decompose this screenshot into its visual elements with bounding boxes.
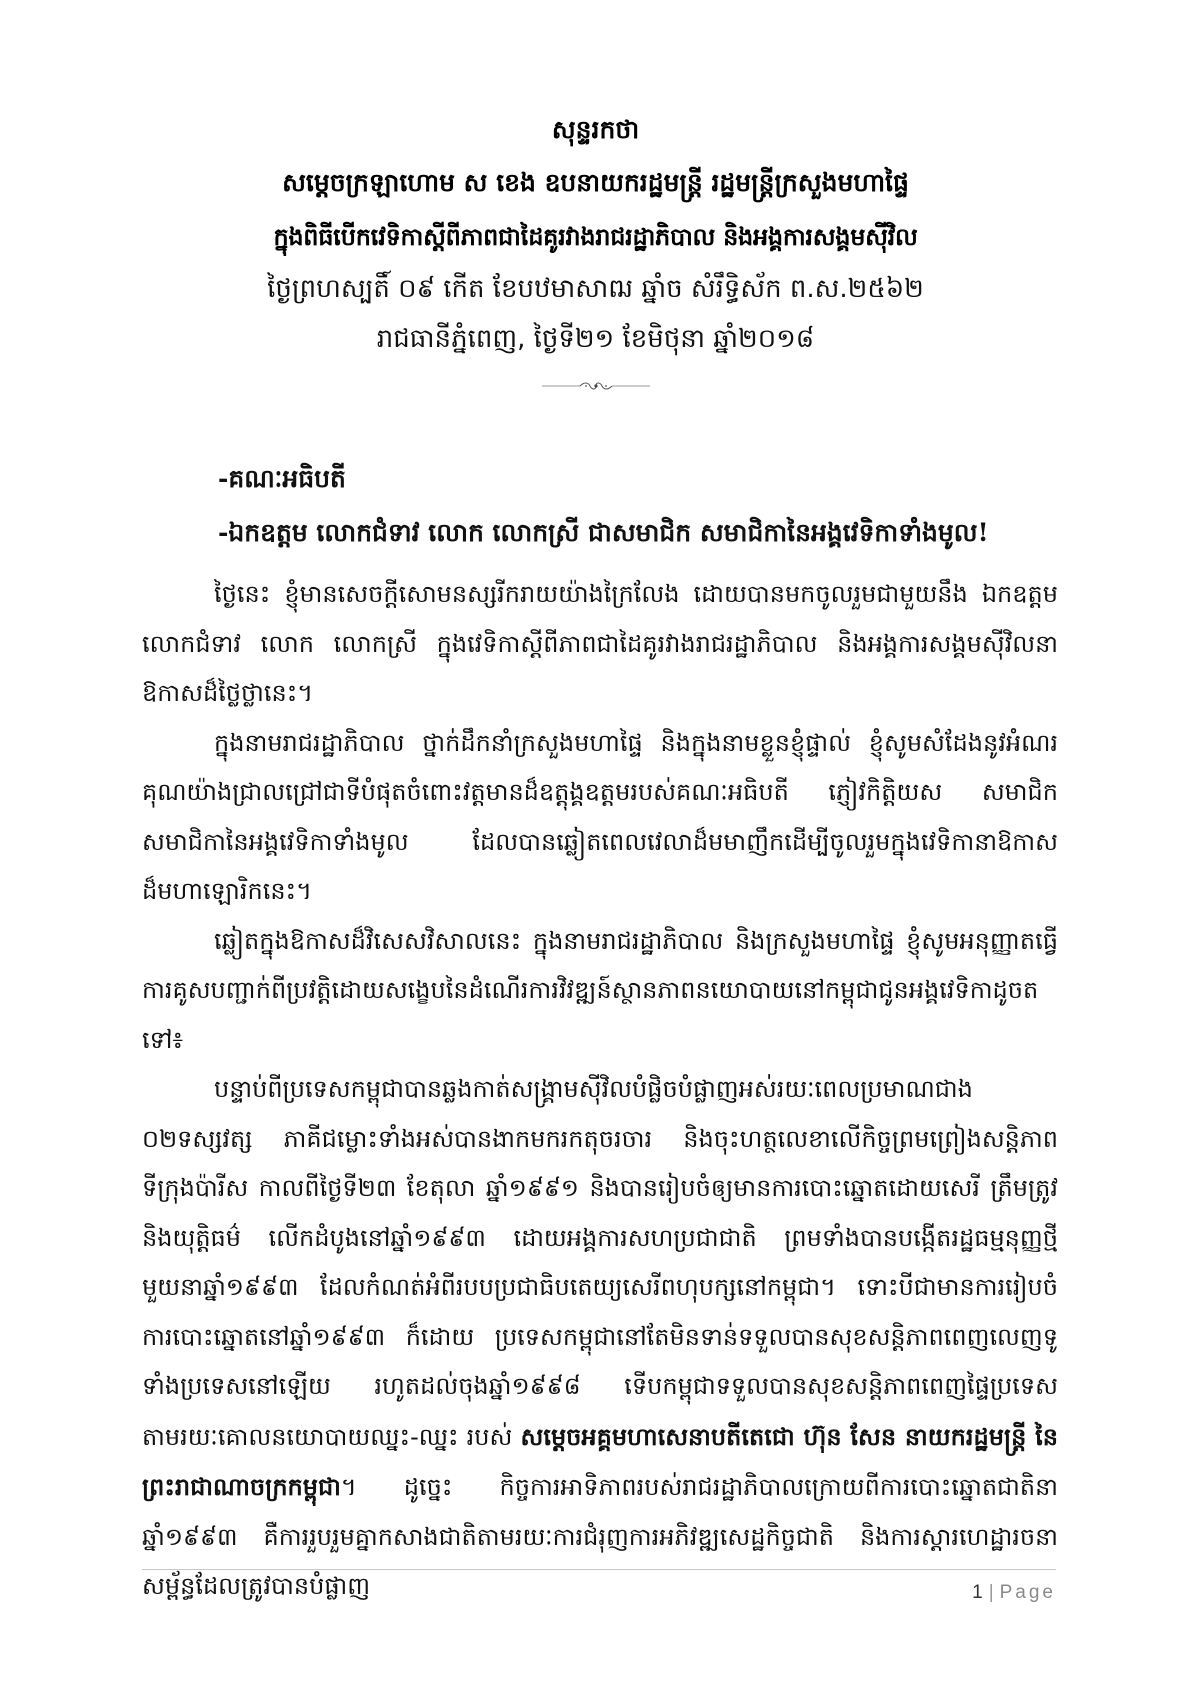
salutation-members: -ឯកឧត្តម លោកជំទាវ លោក លោកស្រី ជាសមាជិក សមាជិកានៃអង្គវេទិកាទាំងមូល! [218, 518, 989, 547]
paragraph-3: ឆ្លៀតក្នុងឱកាសដ៏វិសេសវិសាលនេះ ក្នុងនាមរាជរដ្ឋាភិបាល និងក្រសួងមហាផ្ទៃ ខ្ញុំសូមអនុញ្ញាតធ្វើការគូសបញ្ជាក់ពីប្រវត្តិដោយសង្ខេបនៃដំណើរការវិវឌ្ឍន៍ស្ថានភាពនយោបាយនៅកម្ពុជាជូនអង្គវេទិកាដូចតទៅ៖ [142, 926, 1058, 1054]
page-number: 1 [972, 1582, 983, 1603]
paragraph-1: ថ្ងៃនេះ ខ្ញុំមានសេចក្តីសោមនស្សរីករាយយ៉ាងក្រៃលែង ដោយបានមកចូលរួមជាមួយនឹង ឯកឧត្តម លោកជំទាវ លោក លោកស្រី ក្នុងវេទិកាស្តីពីភាពជាដៃគូរវាងរាជរដ្ឋាភិបាល និងអង្គការសង្គមស៊ីវិលនាឱកាសដ៏ថ្លៃថ្លានេះ។ [142, 580, 1058, 707]
prime-minister-name: សម្តេចអគ្គមហាសេនាបតីតេជោ ហ៊ុន សែន នាយករដ្ឋមន្ត្រី នៃព្រះរាជាណាចក្រកម្ពុជា [142, 1421, 1059, 1501]
ornament-divider-icon [540, 380, 652, 392]
speech-body [142, 570, 1058, 1612]
page-label: Page [999, 1582, 1056, 1603]
place-date: រាជធានីភ្នំពេញ, ថ្ងៃទី២១ ខែមិថុនា ឆ្នាំ២០១៨ [376, 324, 815, 354]
page-footer [972, 1582, 1056, 1604]
paragraph-4-text-before: បន្ទាប់ពីប្រទេសកម្ពុជាបានឆ្លងកាត់សង្គ្រាមស៊ីវិលបំផ្លិចបំផ្លាញអស់រយៈពេលប្រមាណជាង ០២ទស្សវត្ស ភាគីជម្លោះទាំងអស់បានងាកមករកតុចរចារ និងចុះហត្ថលេខាលើកិច្ចព្រមព្រៀងសន្តិភាពទីក្រុងប៉ារីស កាលពីថ្ងៃទី២៣ ខែតុលា ឆ្នាំ១៩៩១ និងបានរៀបចំឲ្យមានការបោះឆ្នោតដោយសេរី ត្រឹមត្រូវ និងយុត្តិធម៌ លើកដំបូងនៅឆ្នាំ១៩៩៣ ដោយអង្គការសហប្រជាជាតិ ព្រមទាំងបានបង្កើតរដ្ឋធម្មនុញ្ញថ្មីមួយនាឆ្នាំ១៩៩៣ ដែលកំណត់អំពីរបបប្រជាធិបតេយ្យសេរីពហុបក្សនៅកម្ពុជា។ ទោះបីជាមានការរៀបចំការបោះឆ្នោតនៅឆ្នាំ១៩៩៣ ក៏ដោយ ប្រទេសកម្ពុជានៅតែមិនទាន់ទទួលបានសុខសន្តិភាពពេញលេញទូទាំងប្រទេសនៅឡើយ រហូតដល់ចុងឆ្នាំ១៩៩៨ ទើបកម្ពុជាទទួលបានសុខសន្តិភាពពេញផ្ទៃប្រទេស តាមរយៈគោលនយោបាយឈ្នះ-ឈ្នះ របស់ [142, 1075, 1058, 1451]
lunar-date: ថ្ងៃព្រហស្បតិ៍ ០៩ កើត ខែបឋមាសាឍ ឆ្នាំច សំរឹទ្ធិស័ក ព.ស.២៥៦២ [267, 274, 924, 304]
footer-divider [142, 1569, 1056, 1570]
document-title: សុន្ទរកថា [551, 115, 640, 144]
speaker-title: សម្តេចក្រឡាហោម ស ខេង ឧបនាយករដ្ឋមន្ត្រី រដ្ឋមន្ត្រីក្រសួងមហាផ្ទៃ [282, 168, 909, 197]
paragraph-2: ក្នុងនាមរាជរដ្ឋាភិបាល ថ្នាក់ដឹកនាំក្រសួងមហាផ្ទៃ និងក្នុងនាមខ្លួនខ្ញុំផ្ទាល់ ខ្ញុំសូមសំដែងនូវអំណរគុណយ៉ាងជ្រាលជ្រៅជាទីបំផុតចំពោះវត្តមានដ៏ឧត្តុង្គឧត្តមរបស់គណៈអធិបតី ភ្ញៀវកិត្តិយស សមាជិក សមាជិកានៃអង្គវេទិកាទាំងមូល ដែលបានឆ្លៀតពេលវេលាដ៏មមាញឹកដើម្បីចូលរួមក្នុងវេទិកានាឱកាសដ៏មហាឡោរិកនេះ។ [142, 728, 1058, 905]
paragraph-4-text-after: ។ ដូច្នេះ កិច្ចការអាទិភាពរបស់រាជរដ្ឋាភិបាលក្រោយពីការបោះឆ្នោតជាតិនាឆ្នាំ១៩៩៣ គឺការរួបរួមគ្នាកសាងជាតិតាមរយៈការជំរុញការអភិវឌ្ឍសេដ្ឋកិច្ចជាតិ និងការស្តារហេដ្ឋារចនាសម្ព័ន្ធដែលត្រូវបានបំផ្លាញ [142, 1473, 1058, 1600]
paragraph-4 [142, 1065, 1058, 1612]
occasion-line: ក្នុងពិធីបើកវេទិកាស្តីពីភាពជាដៃគូរវាងរាជរដ្ឋាភិបាល និងអង្គការសង្គមស៊ីវិល [273, 222, 918, 251]
salutation-chairs: -គណៈអធិបតី [218, 464, 346, 493]
speech-header [0, 104, 1191, 364]
footer-separator: | [988, 1582, 994, 1603]
